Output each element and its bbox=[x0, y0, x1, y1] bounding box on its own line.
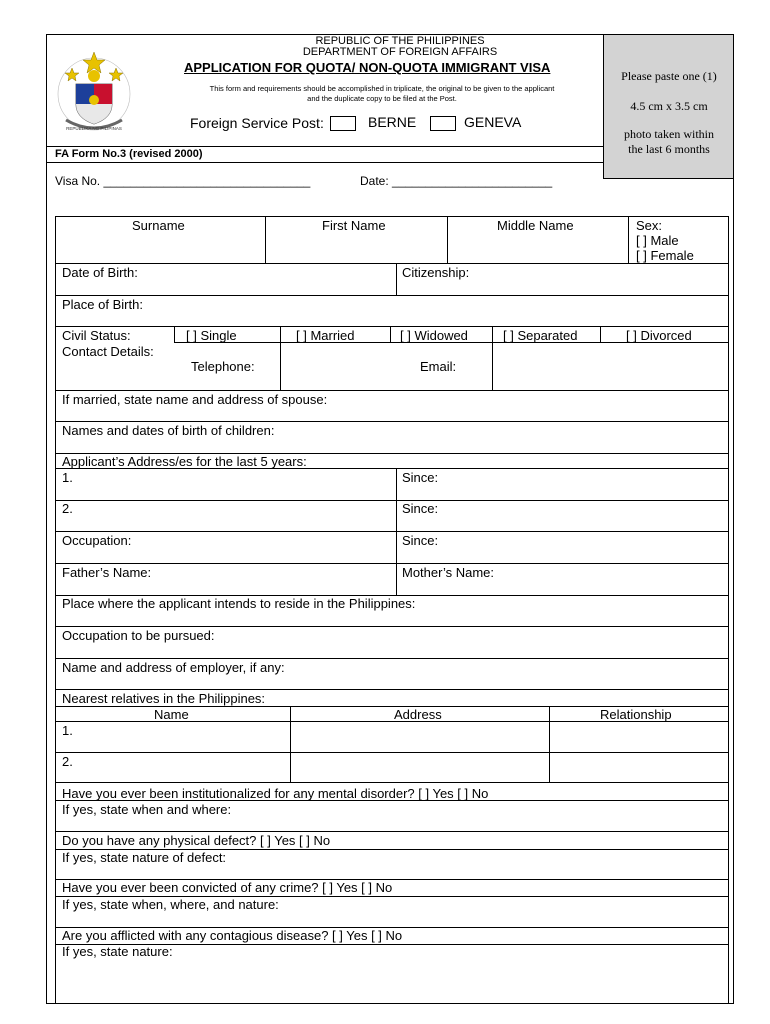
mental-disorder-question[interactable]: Have you ever been institutionalized for any mental disorder? [ ] Yes [ ] No bbox=[62, 786, 489, 801]
intended-residence-label: Place where the applicant intends to reside in the Philippines: bbox=[62, 596, 416, 611]
civil-divorced-option[interactable]: [ ] Divorced bbox=[626, 328, 692, 343]
occupation-label: Occupation: bbox=[62, 533, 132, 548]
geneva-label: GENEVA bbox=[464, 114, 522, 130]
relatives-address-header: Address bbox=[394, 707, 442, 722]
first-name-label: First Name bbox=[322, 218, 386, 233]
place-of-birth-label: Place of Birth: bbox=[62, 297, 143, 312]
crime-conviction-question[interactable]: Have you ever been convicted of any crime? [ ] Yes [ ] No bbox=[62, 880, 393, 895]
berne-label: BERNE bbox=[368, 114, 417, 130]
email-label: Email: bbox=[420, 359, 457, 374]
photo-instruction-4: the last 6 months bbox=[628, 142, 710, 156]
civil-married-option[interactable]: [ ] Married bbox=[296, 328, 355, 343]
sex-female-option[interactable]: [ ] Female bbox=[636, 248, 694, 263]
address-2-label: 2. bbox=[62, 501, 73, 516]
relatives-relationship-header: Relationship bbox=[600, 707, 672, 722]
employer-label: Name and address of employer, if any: bbox=[62, 660, 285, 675]
relatives-label: Nearest relatives in the Philippines: bbox=[62, 691, 266, 706]
mother-name-label: Mother’s Name: bbox=[402, 565, 494, 580]
instruction-note-line2: and the duplicate copy to be filed at the Post. bbox=[307, 94, 457, 103]
relative-2-label: 2. bbox=[62, 754, 73, 769]
relative-1-label: 1. bbox=[62, 723, 73, 738]
header-republic: REPUBLIC OF THE PHILIPPINES bbox=[315, 35, 485, 47]
spouse-label: If married, state name and address of spouse: bbox=[62, 392, 328, 407]
middle-name-label: Middle Name bbox=[497, 218, 574, 233]
surname-label: Surname bbox=[132, 218, 185, 233]
mental-disorder-followup: If yes, state when and where: bbox=[62, 802, 232, 817]
occupation-pursued-label: Occupation to be pursued: bbox=[62, 628, 215, 643]
addresses-label: Applicant’s Address/es for the last 5 years: bbox=[62, 454, 307, 469]
sex-label: Sex: bbox=[636, 218, 663, 233]
address-2-since-label: Since: bbox=[402, 501, 439, 516]
contagious-disease-question[interactable]: Are you afflicted with any contagious disease? [ ] Yes [ ] No bbox=[62, 928, 403, 943]
address-1-label: 1. bbox=[62, 470, 73, 485]
contagious-disease-followup: If yes, state nature: bbox=[62, 944, 173, 959]
photo-instruction-3: photo taken within bbox=[624, 127, 714, 141]
foreign-service-post-label: Foreign Service Post: bbox=[190, 115, 324, 131]
date-of-birth-label: Date of Birth: bbox=[62, 265, 138, 280]
geneva-checkbox[interactable] bbox=[430, 116, 456, 131]
civil-separated-option[interactable]: [ ] Separated bbox=[503, 328, 578, 343]
philippine-seal-icon bbox=[56, 50, 132, 134]
berne-checkbox[interactable] bbox=[330, 116, 356, 131]
instruction-note-line1: This form and requirements should be accomplished in triplicate, the original to be given to the applicant bbox=[209, 84, 555, 93]
contact-details-label: Contact Details: bbox=[62, 344, 154, 359]
header-department: DEPARTMENT OF FOREIGN AFFAIRS bbox=[302, 46, 498, 58]
visa-date-field[interactable]: Date: ________________________ bbox=[360, 174, 553, 188]
svg-text:REPUBLIKA NG PILIPINAS: REPUBLIKA NG PILIPINAS bbox=[66, 126, 122, 131]
sex-male-option[interactable]: [ ] Male bbox=[636, 233, 679, 248]
father-name-label: Father’s Name: bbox=[62, 565, 152, 580]
civil-widowed-option[interactable]: [ ] Widowed bbox=[400, 328, 468, 343]
civil-status-label: Civil Status: bbox=[62, 328, 131, 343]
physical-defect-question[interactable]: Do you have any physical defect? [ ] Yes [ ] No bbox=[62, 833, 331, 848]
children-label: Names and dates of birth of children: bbox=[62, 423, 275, 438]
page-title: APPLICATION FOR QUOTA/ NON-QUOTA IMMIGRANT VISA bbox=[184, 60, 551, 75]
physical-defect-followup: If yes, state nature of defect: bbox=[62, 850, 227, 865]
photo-paste-area bbox=[603, 35, 733, 179]
civil-single-option[interactable]: [ ] Single bbox=[186, 328, 237, 343]
crime-conviction-followup: If yes, state when, where, and nature: bbox=[62, 897, 279, 912]
citizenship-label: Citizenship: bbox=[402, 265, 470, 280]
relatives-name-header: Name bbox=[154, 707, 189, 722]
photo-instruction-1: Please paste one (1) bbox=[621, 69, 717, 83]
telephone-label: Telephone: bbox=[191, 359, 255, 374]
form-number: FA Form No.3 (revised 2000) bbox=[55, 148, 203, 160]
photo-instruction-2: 4.5 cm x 3.5 cm bbox=[630, 99, 708, 113]
occupation-since-label: Since: bbox=[402, 533, 439, 548]
address-1-since-label: Since: bbox=[402, 470, 439, 485]
visa-number-field[interactable]: Visa No. _______________________________ bbox=[55, 174, 311, 188]
